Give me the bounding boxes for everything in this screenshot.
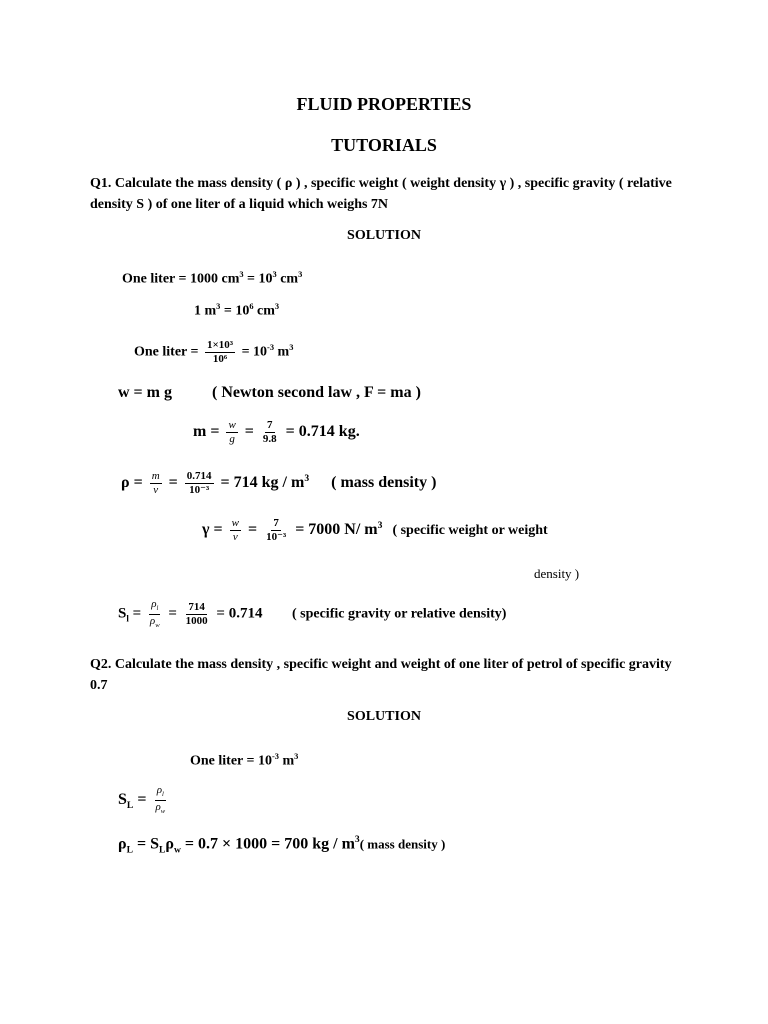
page-subtitle: TUTORIALS bbox=[331, 135, 437, 155]
q2-solution-heading: SOLUTION bbox=[347, 709, 421, 724]
q1-line-liter-cm: One liter = 1000 $cm^3 = 10^3$ $cm^3$ bbox=[122, 270, 303, 287]
q1-line-m3-cm3: 1 $m^3 = 10^6$ $cm^3$ bbox=[194, 302, 280, 319]
q1-line-mass: m = $\frac{w}{g}$ = $\frac{7}{9.8}$ = 0.714 kg. bbox=[193, 419, 360, 445]
q1-line-specific-gravity: $S_l$ = $\frac{\rho_l}{\rho_w}$ = $\frac{714}{1000}$ = 0.714 ( specific gravity or relative density) bbox=[118, 598, 507, 629]
q1-line-specific-weight-cont: density ) bbox=[534, 566, 580, 581]
page-title: FLUID PROPERTIES bbox=[296, 94, 472, 114]
q2-line-specific-gravity: $S_L$ = $\frac{\rho_l}{\rho_w}$ bbox=[118, 784, 166, 815]
q2-line-liter: One liter = $10^{-3}$ $m^3$ bbox=[190, 752, 299, 769]
q2-line-density: $\rho_L = S_L\rho_w = 0.7 \times 1000 = 700$ kg / $m^3$( mass density ) bbox=[118, 834, 446, 856]
q1-line-density: ρ = $\frac{m}{v}$ = $\frac{0.714}{\text{10⁻³}}$ = 714 kg / $m^3$ ( mass density ) bbox=[121, 470, 437, 496]
q2-question: Q2. Calculate the mass density , specific weight and weight of one liter of petrol of specific gravity 0.7 bbox=[90, 657, 672, 693]
q1-line-specific-weight: γ = $\frac{w}{v}$ = $\frac{7}{\text{10⁻³}}$ = 7000 N/ $m^3$ ( specific weight or weight bbox=[202, 517, 548, 543]
q1-line-newton: w = m g ( Newton second law , F = ma ) bbox=[118, 384, 421, 401]
q1-question: Q1. Calculate the mass density ( ρ ) , specific weight ( weight density γ ) , specific gravity ( relative density S ) of one liter of a liquid which weighs 7N bbox=[90, 176, 672, 212]
q1-solution-heading: SOLUTION bbox=[347, 228, 421, 243]
q1-line-liter-m3: One liter = $\frac{\text{1×10³}}{\text{10⁶}}$ = $10^{-3}$ $m^3$ bbox=[134, 339, 294, 365]
